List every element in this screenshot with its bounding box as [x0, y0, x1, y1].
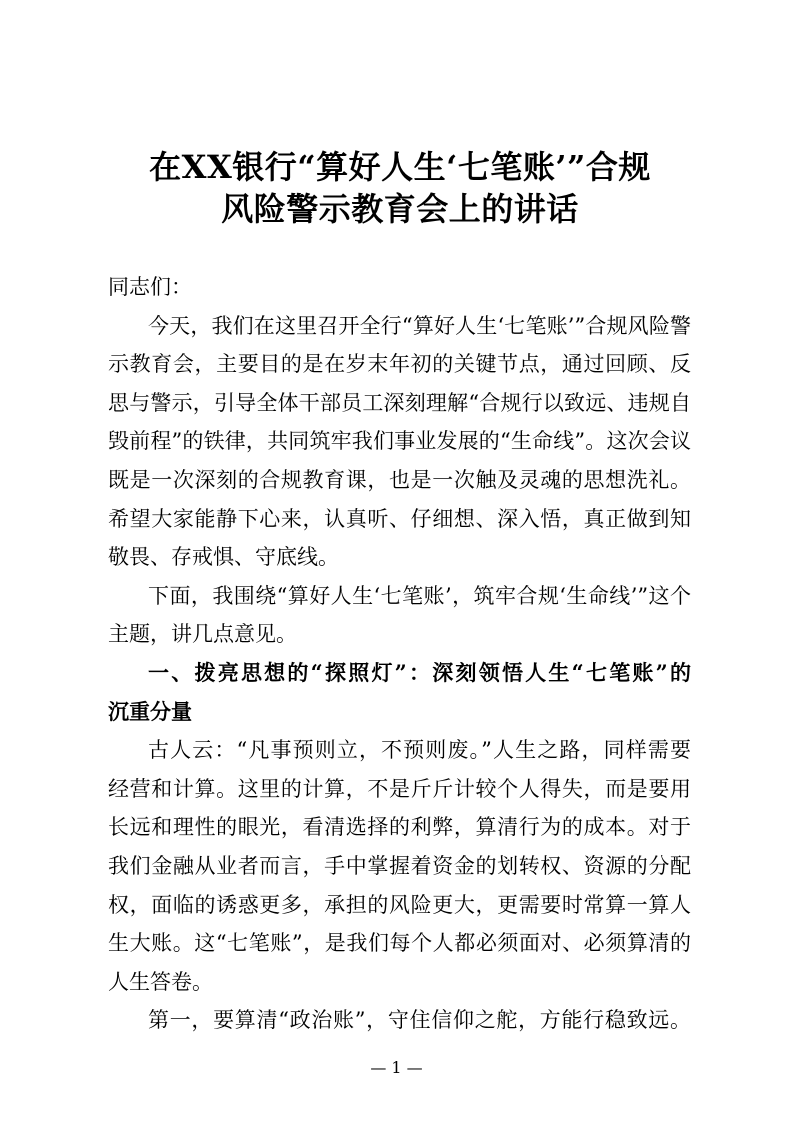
text-line: 权，面临的诱惑更多，承担的风险更大，更需要时常算一算人	[108, 892, 691, 917]
text-line: 今天，我们在这里召开全行“算好人生‘七笔账’”合规风险警	[148, 313, 691, 338]
text-line: 下面，我围绕“算好人生‘七笔账’，筑牢合规‘生命线’”这个	[148, 583, 691, 608]
text-line: 生大账。这“七笔账”，是我们每个人都必须面对、必须算清的	[108, 931, 691, 956]
document-title	[100, 146, 700, 230]
text-line: 同志们：	[108, 275, 192, 299]
text-line: 经营和计算。这里的计算，不是斤斤计较个人得失，而是要用	[108, 776, 691, 801]
text-line: 思与警示，引导全体干部员工深刻理解“合规行以致远、违规自	[108, 390, 691, 415]
text-line: 既是一次深刻的合规教育课，也是一次触及灵魂的思想洗礼。	[108, 467, 691, 492]
text-line: 毁前程”的铁律，共同筑牢我们事业发展的“生命线”。这次会议	[108, 429, 691, 454]
text-line: 人生答卷。	[108, 969, 213, 994]
section-heading-line: 一、拨亮思想的“探照灯”：深刻领悟人生“七笔账”的	[148, 659, 691, 685]
text-line: 敬畏、存戒惧、守底线。	[108, 545, 339, 570]
document-body	[108, 268, 691, 1040]
text-line: 古人云：“凡事预则立，不预则废。”人生之路，同样需要	[148, 738, 691, 763]
text-line: 示教育会，主要目的是在岁末年初的关键节点，通过回顾、反	[108, 352, 691, 377]
text-line: 希望大家能静下心来，认真听、仔细想、深入悟，真正做到知	[108, 506, 691, 531]
text-line: 第一，要算清“政治账”，守住信仰之舵，方能行稳致远。	[148, 1008, 691, 1033]
text-line: 我们金融从业者而言，手中掌握着资金的划转权、资源的分配	[108, 853, 691, 878]
text-line: 长远和理性的眼光，看清选择的利弊，算清行为的成本。对于	[108, 815, 691, 840]
title-line-1: 在XX银行“算好人生‘七笔账’”合规	[149, 148, 651, 186]
page-number: — 1 —	[370, 1058, 423, 1077]
section-heading-line: 沉重分量	[108, 698, 192, 724]
text-line: 主题，讲几点意见。	[108, 622, 297, 647]
title-line-2: 风险警示教育会上的讲话	[221, 190, 579, 228]
